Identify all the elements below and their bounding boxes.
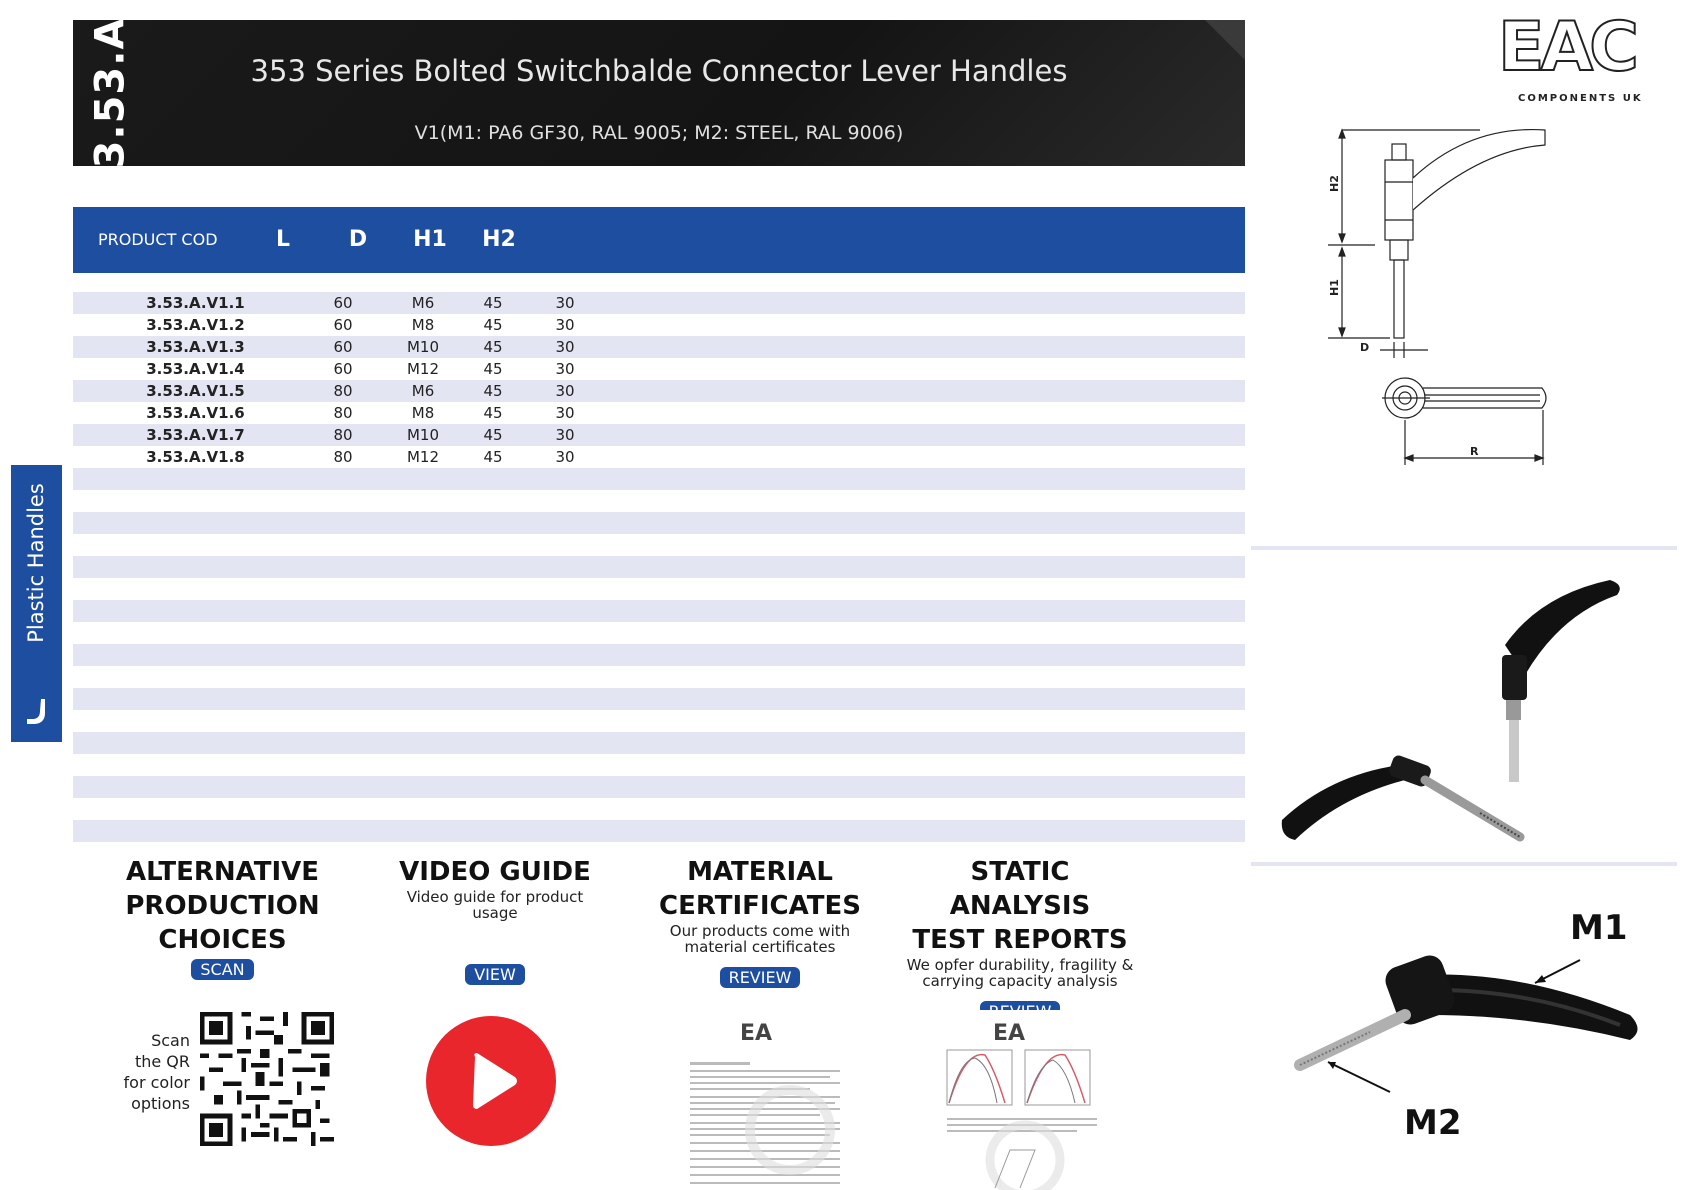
- technical-drawing: [1320, 120, 1590, 500]
- table-row: [73, 292, 1245, 314]
- scan-button[interactable]: SCAN: [191, 959, 253, 980]
- cell-h2: 30: [555, 338, 575, 356]
- table-row: [73, 358, 1245, 380]
- section-desc-line: usage: [472, 904, 518, 922]
- table-row-empty: [73, 578, 1245, 600]
- dim-label-d: D: [1360, 341, 1370, 354]
- dim-label-r: R: [1470, 445, 1479, 458]
- cell-l: 80: [333, 426, 353, 444]
- table-row-empty: [73, 754, 1245, 776]
- table-row-empty: [73, 688, 1245, 710]
- view-button[interactable]: VIEW: [465, 964, 525, 985]
- col-header-h2: H2: [482, 227, 516, 252]
- table-row-empty: [73, 622, 1245, 644]
- product-photo: [1280, 575, 1650, 855]
- table-row-empty: [73, 732, 1245, 754]
- cell-code: 3.53.A.V1.4: [146, 360, 245, 378]
- cell-h1: 45: [483, 338, 503, 356]
- section-title-line: VIDEO GUIDE: [399, 857, 591, 887]
- table-row-empty: [73, 666, 1245, 688]
- cell-d: M8: [411, 316, 435, 334]
- cell-h1: 45: [483, 404, 503, 422]
- lever-handle-icon: [23, 697, 51, 727]
- section-material: [650, 855, 870, 988]
- category-label: Plastic Handles: [24, 483, 48, 643]
- logo: EAC: [1498, 8, 1635, 87]
- header-band: [73, 17, 1245, 169]
- cell-h1: 45: [483, 294, 503, 312]
- cell-code: 3.53.A.V1.2: [146, 316, 245, 334]
- cell-h2: 30: [555, 404, 575, 422]
- cell-h2: 30: [555, 382, 575, 400]
- cell-code: 3.53.A.V1.6: [146, 404, 245, 422]
- cell-l: 60: [333, 316, 353, 334]
- table-row: [73, 446, 1245, 468]
- cell-d: M12: [406, 360, 440, 378]
- cell-d: M8: [411, 404, 435, 422]
- table-row: [73, 314, 1245, 336]
- cell-l: 60: [333, 294, 353, 312]
- cell-h2: 30: [555, 426, 575, 444]
- cell-l: 60: [333, 338, 353, 356]
- label-m2: M2: [1404, 1103, 1462, 1143]
- section-title-line: MATERIAL: [687, 857, 833, 887]
- cell-d: M10: [406, 338, 440, 356]
- page-title: 353 Series Bolted Switchbalde Connector Lever Handles: [250, 54, 1068, 88]
- material-callout-photo: [1280, 920, 1660, 1150]
- cell-h1: 45: [483, 426, 503, 444]
- test-report-thumbnail[interactable]: [935, 1010, 1105, 1190]
- cell-h2: 30: [555, 360, 575, 378]
- cell-l: 60: [333, 360, 353, 378]
- section-title-line: CHOICES: [158, 925, 287, 955]
- review-certificates-button[interactable]: REVIEW: [720, 967, 801, 988]
- table-row-empty: [73, 534, 1245, 556]
- section-desc-line: Our products come with: [669, 922, 851, 940]
- cell-d: M10: [406, 426, 440, 444]
- qr-code-icon[interactable]: [200, 1012, 334, 1146]
- svg-text:EA: EA: [740, 1021, 773, 1046]
- page-subtitle: V1(M1: PA6 GF30, RAL 9005; M2: STEEL, RAL 9006): [414, 122, 904, 144]
- table-body: [73, 292, 1245, 842]
- play-icon[interactable]: [425, 1015, 557, 1147]
- cell-d: M6: [411, 382, 435, 400]
- table-row-empty: [73, 600, 1245, 622]
- table-row: [73, 380, 1245, 402]
- cell-code: 3.53.A.V1.1: [146, 294, 245, 312]
- cell-h2: 30: [555, 294, 575, 312]
- table-row: [73, 424, 1245, 446]
- cell-h1: 45: [483, 316, 503, 334]
- cell-d: M12: [406, 448, 440, 466]
- table-row-empty: [73, 644, 1245, 666]
- section-title-line: STATIC ANALYSIS: [949, 857, 1091, 921]
- cell-d: M6: [411, 294, 435, 312]
- col-header-code: PRODUCT COD: [98, 230, 218, 249]
- cell-code: 3.53.A.V1.7: [146, 426, 245, 444]
- cell-code: 3.53.A.V1.8: [146, 448, 245, 466]
- logo-tagline: COMPONENTS UK: [1518, 93, 1643, 104]
- certificate-thumbnail[interactable]: [680, 1010, 850, 1190]
- section-desc-line: Video guide for product: [406, 888, 584, 906]
- table-row-empty: [73, 798, 1245, 820]
- panel-divider: [1251, 546, 1677, 550]
- category-side-tab[interactable]: [11, 465, 62, 742]
- cell-h1: 45: [483, 360, 503, 378]
- label-m1: M1: [1570, 908, 1628, 948]
- table-row-empty: [73, 556, 1245, 578]
- cell-h1: 45: [483, 382, 503, 400]
- col-header-h1: H1: [413, 227, 447, 252]
- section-desc-line: material certificates: [684, 938, 836, 956]
- cell-code: 3.53.A.V1.5: [146, 382, 245, 400]
- dim-label-h1: H1: [1328, 279, 1341, 296]
- table-header: [73, 207, 1245, 273]
- table-row-empty: [73, 710, 1245, 732]
- dim-label-h2: H2: [1328, 175, 1341, 192]
- col-header-d: D: [348, 227, 368, 252]
- section-video: [390, 855, 600, 985]
- cell-h1: 45: [483, 448, 503, 466]
- cell-l: 80: [333, 382, 353, 400]
- section-desc-line: carrying capacity analysis: [922, 972, 1118, 990]
- table-row-empty: [73, 512, 1245, 534]
- cell-l: 80: [333, 448, 353, 466]
- section-title-line: ALTERNATIVE: [125, 857, 320, 887]
- series-code: 3.53.A: [87, 17, 133, 169]
- section-title-line: CERTIFICATES: [659, 891, 861, 921]
- table-row: [73, 336, 1245, 358]
- table-row-empty: [73, 776, 1245, 798]
- table-row-empty: [73, 820, 1245, 842]
- section-desc-line: We opfer durability, fragility &: [906, 956, 1134, 974]
- table-row-empty: [73, 490, 1245, 512]
- table-row: [73, 402, 1245, 424]
- cell-code: 3.53.A.V1.3: [146, 338, 245, 356]
- table-row-empty: [73, 468, 1245, 490]
- cell-l: 80: [333, 404, 353, 422]
- section-alternative: [100, 855, 345, 980]
- section-title-line: TEST REPORTS: [912, 925, 1128, 955]
- svg-text:EA: EA: [993, 1021, 1026, 1046]
- panel-divider: [1251, 862, 1677, 866]
- section-title-line: PRODUCTION: [125, 891, 320, 921]
- cell-h2: 30: [555, 448, 575, 466]
- col-header-l: L: [275, 227, 291, 252]
- cell-h2: 30: [555, 316, 575, 334]
- qr-caption: Scan the QR for color options: [123, 1031, 190, 1113]
- section-static: [900, 855, 1140, 1022]
